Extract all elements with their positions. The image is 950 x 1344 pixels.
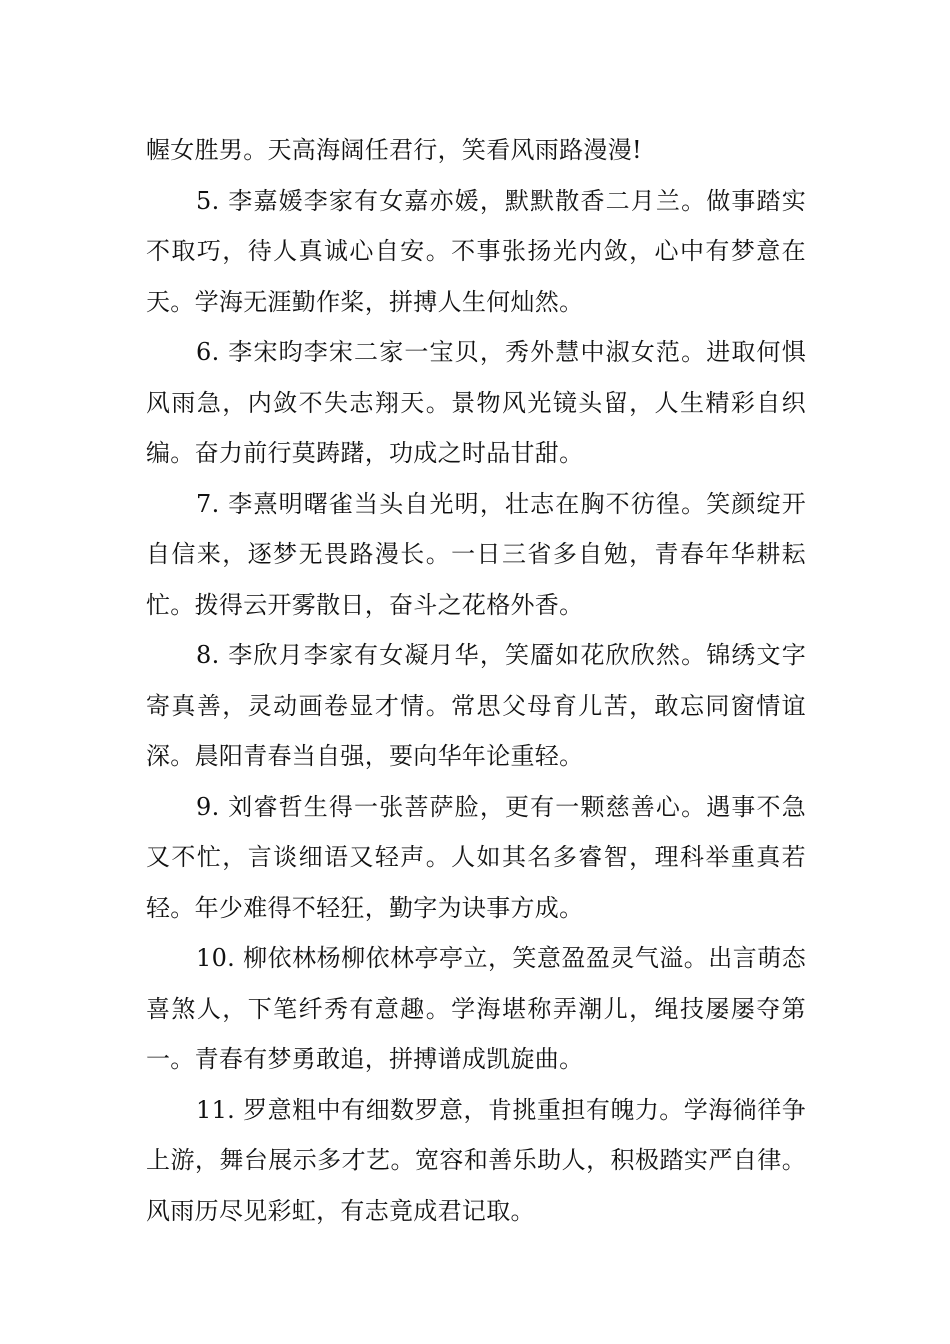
paragraph-7: 7. 李熹明曙雀当头自光明，壮志在胸不彷徨。笑颜绽开自信来，逐梦无畏路漫长。一日三省多自勉，青春年华耕耘忙。拨得云开雾散日，奋斗之花格外香。 (146, 489, 806, 619)
paragraph-11: 11. 罗意粗中有细数罗意，肯挑重担有魄力。学海徜徉争上游，舞台展示多才艺。宽容和善乐助人，积极踏实严自律。风雨历尽见彩虹，有志竟成君记取。 (146, 1095, 806, 1225)
paragraph-10: 10. 柳依林杨柳依林亭亭立，笑意盈盈灵气溢。出言萌态喜煞人，下笔纤秀有意趣。学海堪称弄潮儿，绳技屡屡夺第一。青春有梦勇敢追，拼搏谱成凯旋曲。 (146, 944, 806, 1073)
document-body (146, 125, 806, 1236)
paragraph-8: 8. 李欣月李家有女凝月华，笑靥如花欣欣然。锦绣文字寄真善，灵动画卷显才情。常思父母育儿苦，敢忘同窗情谊深。晨阳青春当自强，要向华年论重轻。 (146, 641, 806, 770)
paragraph-6: 6. 李宋昀李宋二家一宝贝，秀外慧中淑女范。进取何惧风雨急，内敛不失志翔天。景物风光镜头留，人生精彩自织编。奋力前行莫踌躇，功成之时品甘甜。 (146, 338, 806, 467)
paragraph-9: 9. 刘睿哲生得一张菩萨脸，更有一颗慈善心。遇事不急又不忙，言谈细语又轻声。人如其名多睿智，理科举重真若轻。年少难得不轻狂，勤字为诀事方成。 (146, 792, 806, 922)
paragraph-0: 幄女胜男。天高海阔任君行，笑看风雨路漫漫! (146, 136, 642, 164)
paragraph-5: 5. 李嘉媛李家有女嘉亦媛，默默散香二月兰。做事踏实不取巧，待人真诚心自安。不事张扬光内敛，心中有梦意在天。学海无涯勤作桨，拼搏人生何灿然。 (146, 186, 806, 316)
